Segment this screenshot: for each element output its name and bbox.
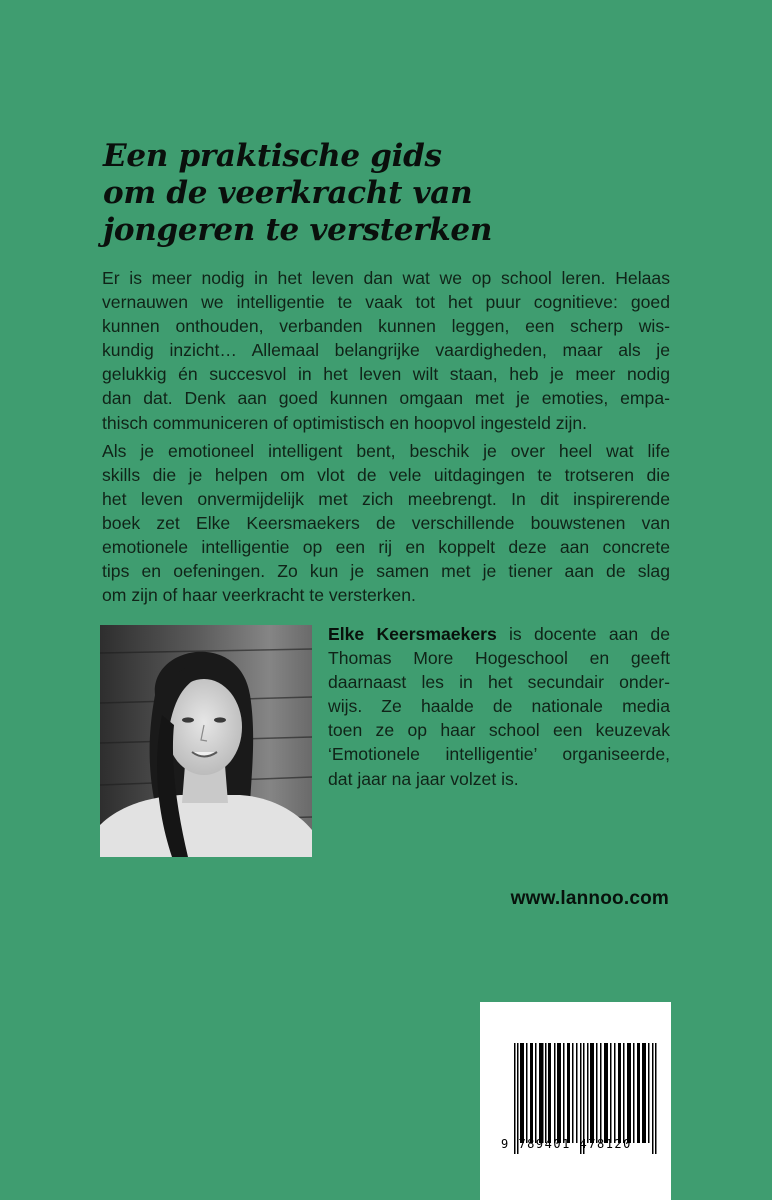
author-name: Elke Keersmaekers <box>328 624 497 644</box>
bio-line: dat jaar na jaar volzet is. <box>328 768 519 789</box>
blurb-line: om zijn of haar veerkracht te versterken. <box>102 585 416 606</box>
back-cover-title <box>103 138 603 249</box>
title-line: Een praktische gids <box>103 138 442 174</box>
blurb-line: het leven onvermijdelijk met zich meebrengt. In dit inspirerende <box>102 488 670 509</box>
bio-line-text: is docente aan de <box>496 624 670 644</box>
blurb-line: boek zet Elke Keersmaekers de verschillende bouwstenen van <box>102 512 670 533</box>
blurb-line: tips en oefeningen. Zo kun je samen met je tiener aan de slag <box>102 561 670 582</box>
blurb-line: gelukkig én succesvol in het leven wilt staan, heb je meer nodig <box>102 364 670 385</box>
title-line: jongeren te versterken <box>103 212 493 248</box>
blurb-paragraph <box>102 439 670 608</box>
bio-line: wijs. Ze haalde de nationale media <box>328 696 670 717</box>
blurb-line: Als je emotioneel intelligent bent, beschik je over heel wat life <box>102 440 670 461</box>
publisher-website-link[interactable]: www.lannoo.com <box>510 888 669 909</box>
blurb-line: skills die je helpen om vlot de vele uitdagingen te trotseren die <box>102 464 670 485</box>
author-portrait-illustration <box>100 625 312 857</box>
bio-line <box>328 622 670 646</box>
isbn-digits: 9 789401 478120 <box>501 1137 632 1151</box>
title-line: om de veerkracht van <box>103 175 473 211</box>
blurb <box>102 266 670 611</box>
blurb-line: thisch communiceren of optimistisch en hoopvol ingesteld zijn. <box>102 412 588 433</box>
blurb-line: kundig inzicht… Allemaal belangrijke vaardigheden, maar als je <box>102 340 670 361</box>
author-bio <box>328 622 670 791</box>
bio-line: toen ze op haar school een keuzevak <box>328 720 670 741</box>
author-photo <box>100 625 312 857</box>
bio-line: daarnaast les in het secundair onder- <box>328 672 670 693</box>
blurb-line: Er is meer nodig in het leven dan wat we op school leren. Helaas <box>102 268 670 288</box>
bio-line: ‘Emotionele intelligentie’ organiseerde, <box>328 744 670 765</box>
bio-line: Thomas More Hogeschool en geeft <box>328 648 670 669</box>
blurb-line: kunnen onthouden, verbanden kunnen leggen, een scherp wis- <box>102 316 670 337</box>
blurb-line: dan dat. Denk aan goed kunnen omgaan met je emoties, empa- <box>102 388 670 409</box>
blurb-paragraph <box>102 266 670 435</box>
isbn-barcode-box <box>480 1002 671 1200</box>
blurb-line: vernauwen we intelligentie te vaak tot het puur cognitieve: goed <box>102 292 670 313</box>
blurb-line: emotionele intelligentie op een rij en koppelt deze aan concrete <box>102 537 670 558</box>
